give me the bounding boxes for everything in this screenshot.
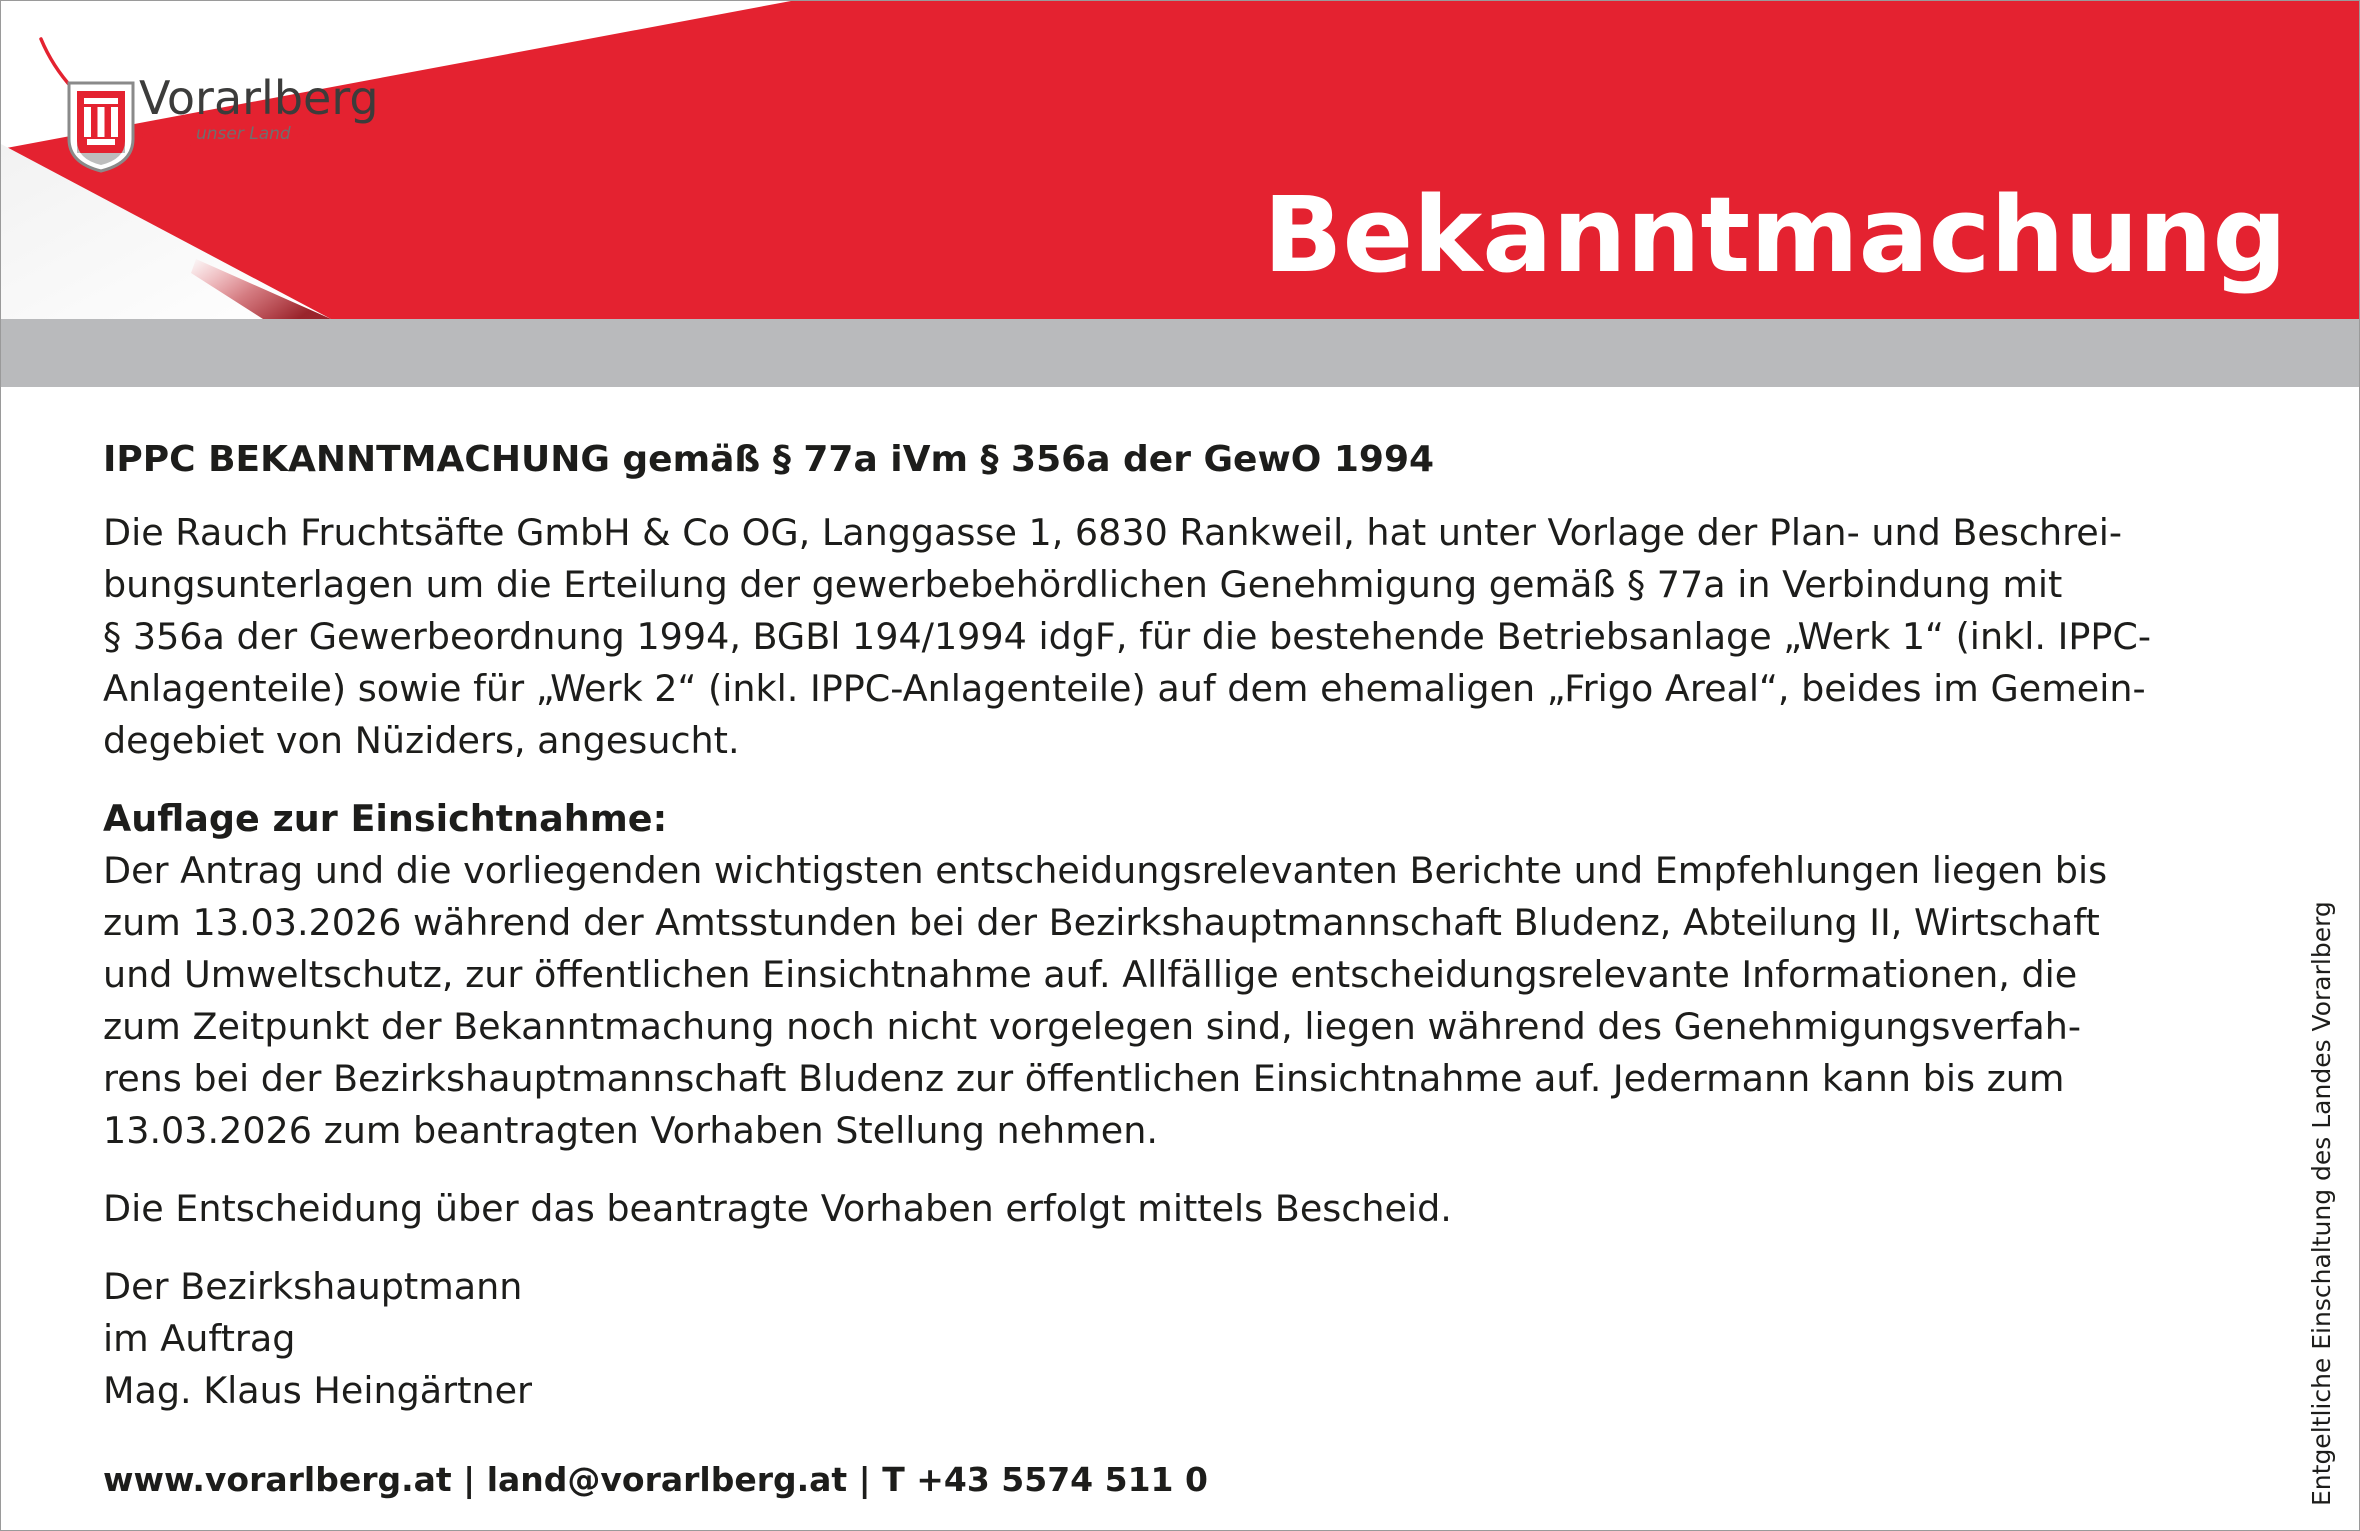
- signature-line: Der Bezirkshauptmann: [103, 1265, 523, 1308]
- intro-line: Die Rauch Fruchtsäfte GmbH & Co OG, Langgasse 1, 6830 Rankweil, hat unter Vorlage der Plan- und Beschrei-: [103, 511, 2123, 554]
- auflage-line: zum 13.03.2026 während der Amtsstunden bei der Bezirkshauptmannschaft Bludenz, Abteilung II, Wirtschaft: [103, 901, 2100, 944]
- auflage-paragraph: [103, 845, 2243, 1157]
- notice-heading: IPPC BEKANNTMACHUNG gemäß § 77a iVm § 356a der GewO 1994: [103, 439, 1435, 480]
- page-title: Bekanntmachung: [1263, 174, 2287, 296]
- auflage-line: zum Zeitpunkt der Bekanntmachung noch nicht vorgelegen sind, liegen während des Genehmigungsverfah-: [103, 1005, 2082, 1048]
- auflage-line: Der Antrag und die vorliegenden wichtigsten entscheidungsrelevanten Berichte und Empfehlungen liegen bis: [103, 849, 2108, 892]
- intro-paragraph: [103, 507, 2243, 767]
- decision-paragraph: Die Entscheidung über das beantragte Vorhaben erfolgt mittels Bescheid.: [103, 1187, 1452, 1230]
- grey-divider-band: [1, 319, 2359, 387]
- intro-line: § 356a der Gewerbeordnung 1994, BGBl 194/1994 idgF, für die bestehende Betriebsanlage „Werk 1“ (inkl. IPPC-: [103, 615, 2152, 658]
- intro-line: Anlagenteile) sowie für „Werk 2“ (inkl. IPPC-Anlagenteile) auf dem ehemaligen „Frigo Areal“, beides im Gemein-: [103, 667, 2146, 710]
- contact-footer: www.vorarlberg.at | land@vorarlberg.at | T +43 5574 511 0: [103, 1460, 1208, 1499]
- auflage-line: 13.03.2026 zum beantragten Vorhaben Stellung nehmen.: [103, 1109, 1158, 1152]
- signature-line: Mag. Klaus Heingärtner: [103, 1369, 533, 1412]
- intro-line: bungsunterlagen um die Erteilung der gewerbebehördlichen Genehmigung gemäß § 77a in Verbindung mit: [103, 563, 2063, 606]
- logo-wordmark: Vorarlberg: [139, 71, 379, 125]
- auflage-line: rens bei der Bezirkshauptmannschaft Bludenz zur öffentlichen Einsichtnahme auf. Jedermann kann bis zum: [103, 1057, 2065, 1100]
- signature-line: im Auftrag: [103, 1317, 296, 1360]
- header-banner: [1, 1, 2359, 319]
- signature-block: [103, 1261, 2243, 1417]
- notice-body: [103, 435, 2243, 1417]
- logo-tagline: unser Land: [196, 124, 291, 144]
- auflage-line: und Umweltschutz, zur öffentlichen Einsichtnahme auf. Allfällige entscheidungsrelevante Informationen, die: [103, 953, 2078, 996]
- auflage-heading: Auflage zur Einsichtnahme:: [103, 797, 668, 840]
- intro-line: degebiet von Nüziders, angesucht.: [103, 719, 740, 762]
- side-disclaimer: Entgeltliche Einschaltung des Landes Vorarlberg: [2307, 901, 2336, 1506]
- vorarlberg-coat-of-arms-icon: [69, 83, 133, 171]
